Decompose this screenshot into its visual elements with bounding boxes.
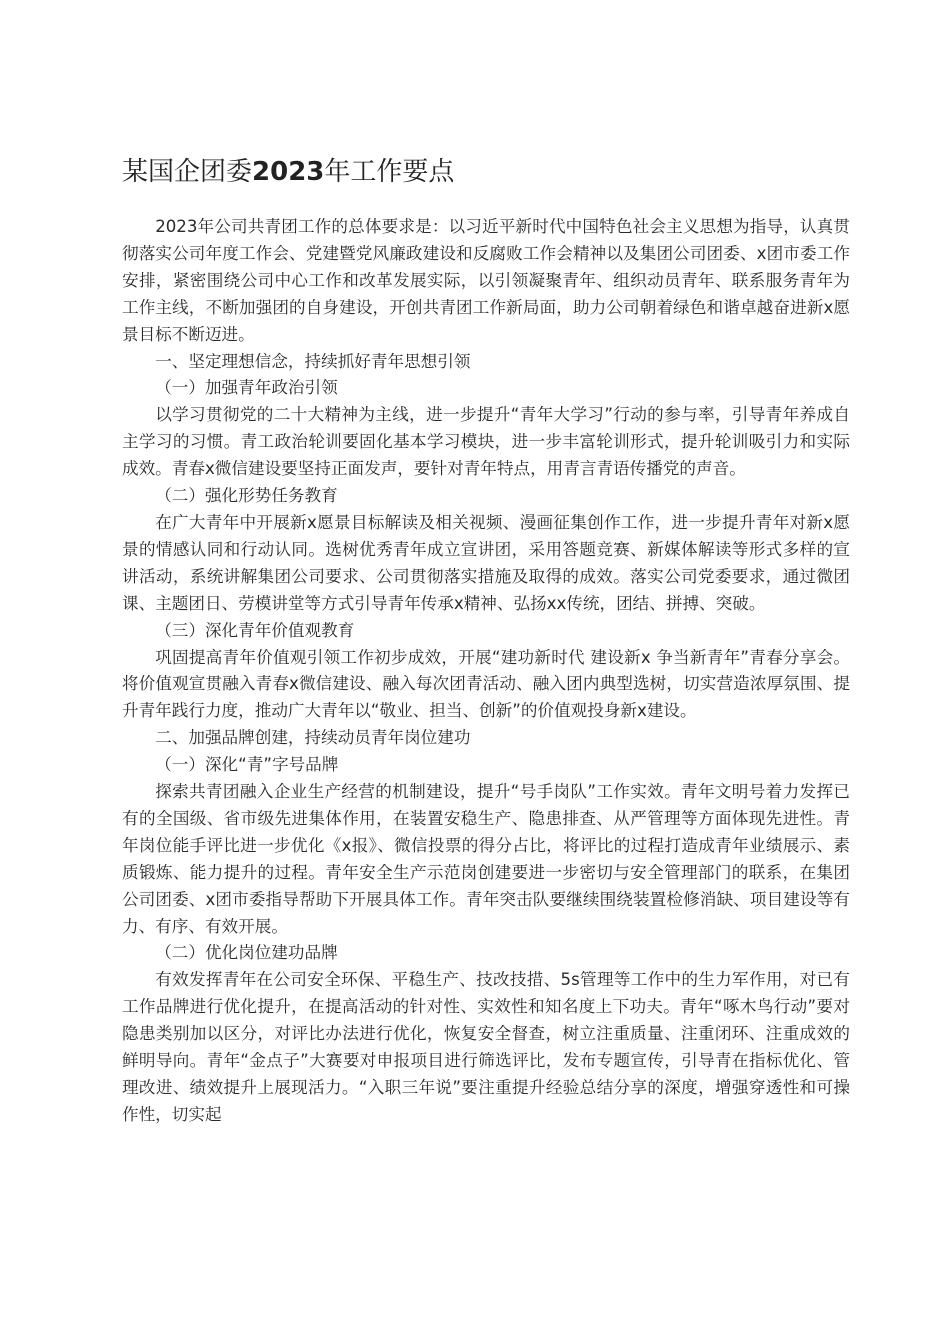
section-1-3-paragraph: 巩固提高青年价值观引领工作初步成效，开展“建功新时代 建设新x 争当新青年”青春分享会。将价值观宣贯融入青春x微信建设、融入每次团青活动、融入团内典型选树，切实营造浓厚氛围、提升青年践行力度，推动广大青年以“敬业、担当、创新”的价值观投身新x建设。 — [122, 647, 850, 721]
section-1-1-paragraph: 以学习贯彻党的二十大精神为主线，进一步提升“青年大学习”行动的参与率，引导青年养成自主学习的习惯。青工政治轮训要固化基本学习模块，进一步丰富轮训形式，提升轮训吸引力和实际成效。青春x微信建设要坚持正面发声，要针对青年特点，用青言青语传播党的声音。 — [122, 405, 850, 479]
title-suffix: 年工作要点 — [324, 157, 455, 187]
section-1-heading: 一、坚定理想信念，持续抓好青年思想引领 — [155, 351, 471, 371]
intro-paragraph: 2023年公司共青团工作的总体要求是：以习近平新时代中国特色社会主义思想为指导，认真贯彻落实公司年度工作会、党建暨党风廉政建设和反腐败工作会精神以及集团公司团委、x团市委工作安排，紧密围绕公司中心工作和改革发展实际，以引领凝聚青年、组织动员青年、联系服务青年为工作主线，不断加强团的自身建设，开创共青团工作新局面，助力公司朝着绿色和谐卓越奋进新x愿景目标不断迈进。 — [122, 217, 850, 344]
section-1-2-paragraph: 在广大青年中开展新x愿景目标解读及相关视频、漫画征集创作工作，进一步提升青年对新x愿景的情感认同和行动认同。选树优秀青年成立宣讲团，采用答题竞赛、新媒体解读等形式多样的宣讲活动，系统讲解集团公司要求、公司贯彻落实措施及取得的成效。落实公司党委要求，通过微团课、主题团日、劳模讲堂等方式引导青年传承x精神、弘扬xx传统，团结、拼搏、突破。 — [122, 512, 850, 613]
section-1-3-heading: （三）深化青年价值观教育 — [155, 620, 355, 640]
section-1-2-heading: （二）强化形势任务教育 — [155, 486, 338, 506]
title-year: 2023 — [252, 157, 325, 187]
section-2-2-paragraph: 有效发挥青年在公司安全环保、平稳生产、技改技措、5s管理等工作中的生力军作用，对已有工作品牌进行优化提升，在提高活动的针对性、实效性和知名度上下功夫。青年“啄木鸟行动”要对隐患类别加以区分，对评比办法进行优化，恢复安全督查，树立注重质量、注重闭环、注重成效的鲜明导向。青年“金点子”大赛要对申报项目进行筛选评比，发布专题宣传，引导青在指标优化、管理改进、绩效提升上展现活力。“入职三年说”要注重提升经验总结分享的深度，增强穿透性和可操作性，切实起 — [122, 970, 850, 1124]
document-title — [122, 150, 850, 194]
document-body — [122, 214, 850, 1129]
section-2-1-heading: （一）深化“青”字号品牌 — [155, 755, 339, 775]
section-2-1-paragraph: 探索共青团融入企业生产经营的机制建设，提升“号手岗队”工作实效。青年文明号着力发挥已有的全国级、省市级先进集体作用，在装置安稳生产、隐患排查、从严管理等方面体现先进性。青年岗位能手评比进一步优化《x报》、微信投票的得分占比，将评比的过程打造成青年业绩展示、素质锻炼、能力提升的过程。青年安全生产示范岗创建要进一步密切与安全管理部门的联系，在集团公司团委、x团市委指导帮助下开展具体工作。青年突击队要继续围绕装置检修消缺、项目建设等有力、有序、有效开展。 — [122, 782, 850, 936]
title-prefix: 某国企团委 — [122, 157, 253, 187]
section-1-1-heading: （一）加强青年政治引领 — [155, 378, 338, 398]
section-2-heading: 二、加强品牌创建，持续动员青年岗位建功 — [155, 728, 471, 748]
section-2-2-heading: （二）优化岗位建功品牌 — [155, 943, 338, 963]
